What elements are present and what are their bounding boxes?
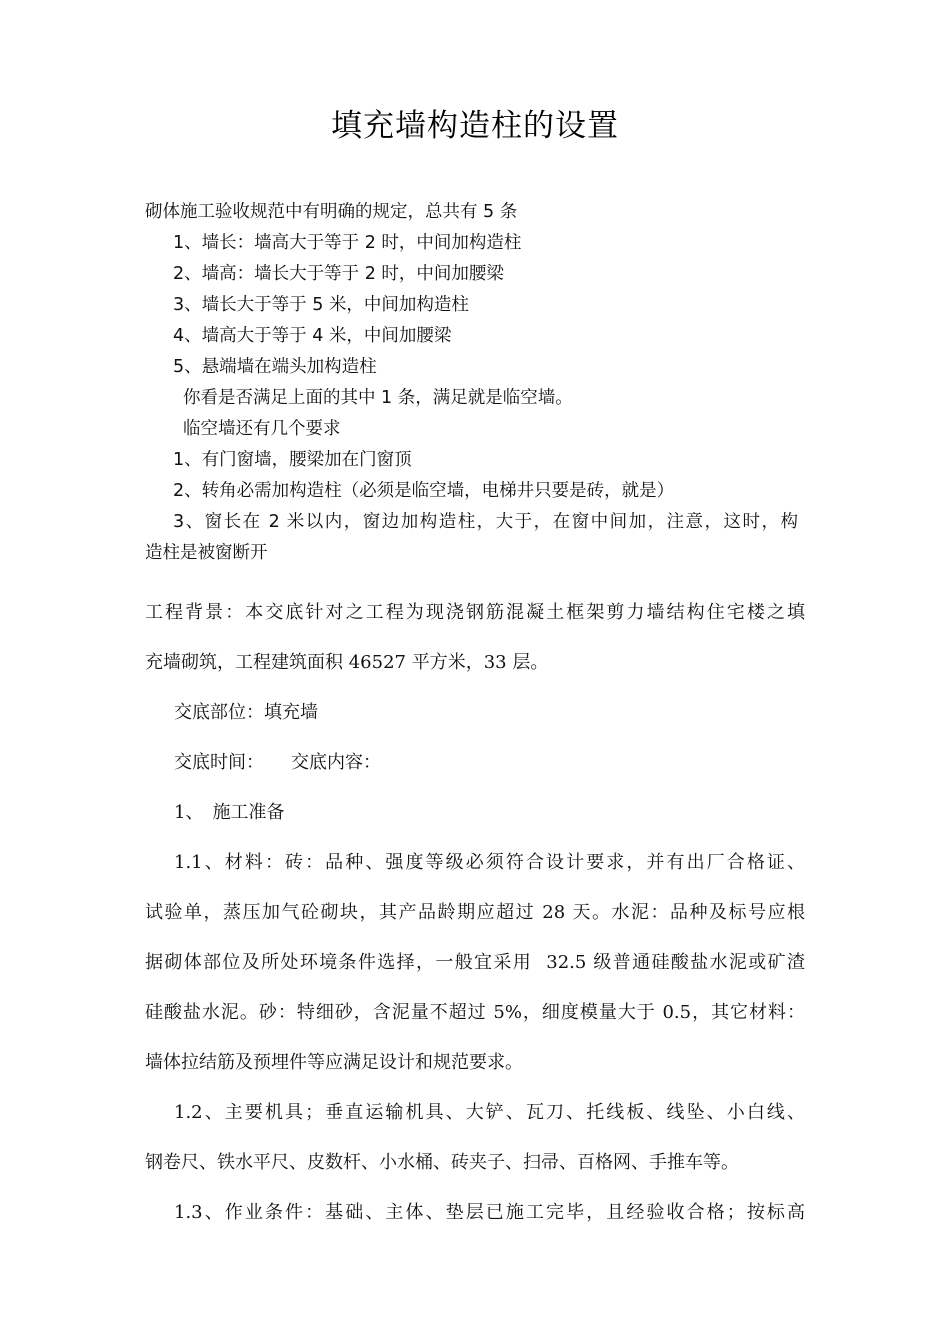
background-text: 工程背景：本交底针对之工程为现浇钢筋混凝土框架剪力墙结构住宅楼之填 bbox=[145, 602, 805, 623]
rule-item: 2、墙高：墙长大于等于 2 时，中间加腰梁 bbox=[173, 264, 504, 284]
materials-text: 硅酸盐水泥。砂：特细砂，含泥量不超过 5%，细度模量大于 0.5，其它材料： bbox=[145, 1002, 805, 1023]
extra-rule-item: 1、有门窗墙，腰梁加在门窗顶 bbox=[173, 450, 412, 470]
intro-text: 砌体施工验收规范中有明确的规定，总共有 5 条 bbox=[145, 202, 518, 222]
rule-item: 1、墙长：墙高大于等于 2 时，中间加构造柱 bbox=[173, 233, 522, 253]
location-text: 交底部位：填充墙 bbox=[174, 702, 318, 723]
extra-rule-item: 3、窗长在 2 米以内，窗边加构造柱，大于，在窗中间加，注意，这时，构 bbox=[173, 512, 798, 532]
materials-text: 试验单，蒸压加气砼砌块，其产品龄期应超过 28 天。水泥：品种及标号应根 bbox=[145, 902, 805, 923]
extra-rule-item: 2、转角必需加构造柱（必须是临空墙，电梯井只要是砖，就是） bbox=[173, 481, 675, 501]
tools-text: 钢卷尺、铁水平尺、皮数杆、小水桶、砖夹子、扫帚、百格网、手推车等。 bbox=[145, 1152, 739, 1173]
conditions-text: 1.3、作业条件：基础、主体、垫层已施工完毕，且经验收合格；按标高 bbox=[174, 1202, 805, 1223]
tools-text: 1.2、主要机具；垂直运输机具、大铲、瓦刀、托线板、线坠、小白线、 bbox=[174, 1102, 805, 1123]
time-content-text: 交底时间： 交底内容： bbox=[174, 752, 381, 773]
rule-item: 3、墙长大于等于 5 米，中间加构造柱 bbox=[173, 295, 469, 315]
rule-item: 5、悬端墙在端头加构造柱 bbox=[173, 357, 377, 377]
section-heading: 1、 施工准备 bbox=[174, 802, 285, 823]
extra-rule-continuation: 造柱是被窗断开 bbox=[145, 543, 268, 563]
extra-heading: 临空墙还有几个要求 bbox=[183, 419, 341, 439]
background-text: 充墙砌筑，工程建筑面积 46527 平方米，33 层。 bbox=[145, 652, 549, 673]
materials-text: 1.1、材料：砖：品种、强度等级必须符合设计要求，并有出厂合格证、 bbox=[174, 852, 805, 873]
check-note: 你看是否满足上面的其中 1 条，满足就是临空墙。 bbox=[183, 388, 573, 408]
materials-text: 据砌体部位及所处环境条件选择，一般宜采用 32.5 级普通硅酸盐水泥或矿渣 bbox=[145, 952, 805, 973]
materials-text: 墙体拉结筋及预埋件等应满足设计和规范要求。 bbox=[145, 1052, 523, 1073]
document-title: 填充墙构造柱的设置 bbox=[331, 108, 619, 144]
rule-item: 4、墙高大于等于 4 米，中间加腰梁 bbox=[173, 326, 452, 346]
